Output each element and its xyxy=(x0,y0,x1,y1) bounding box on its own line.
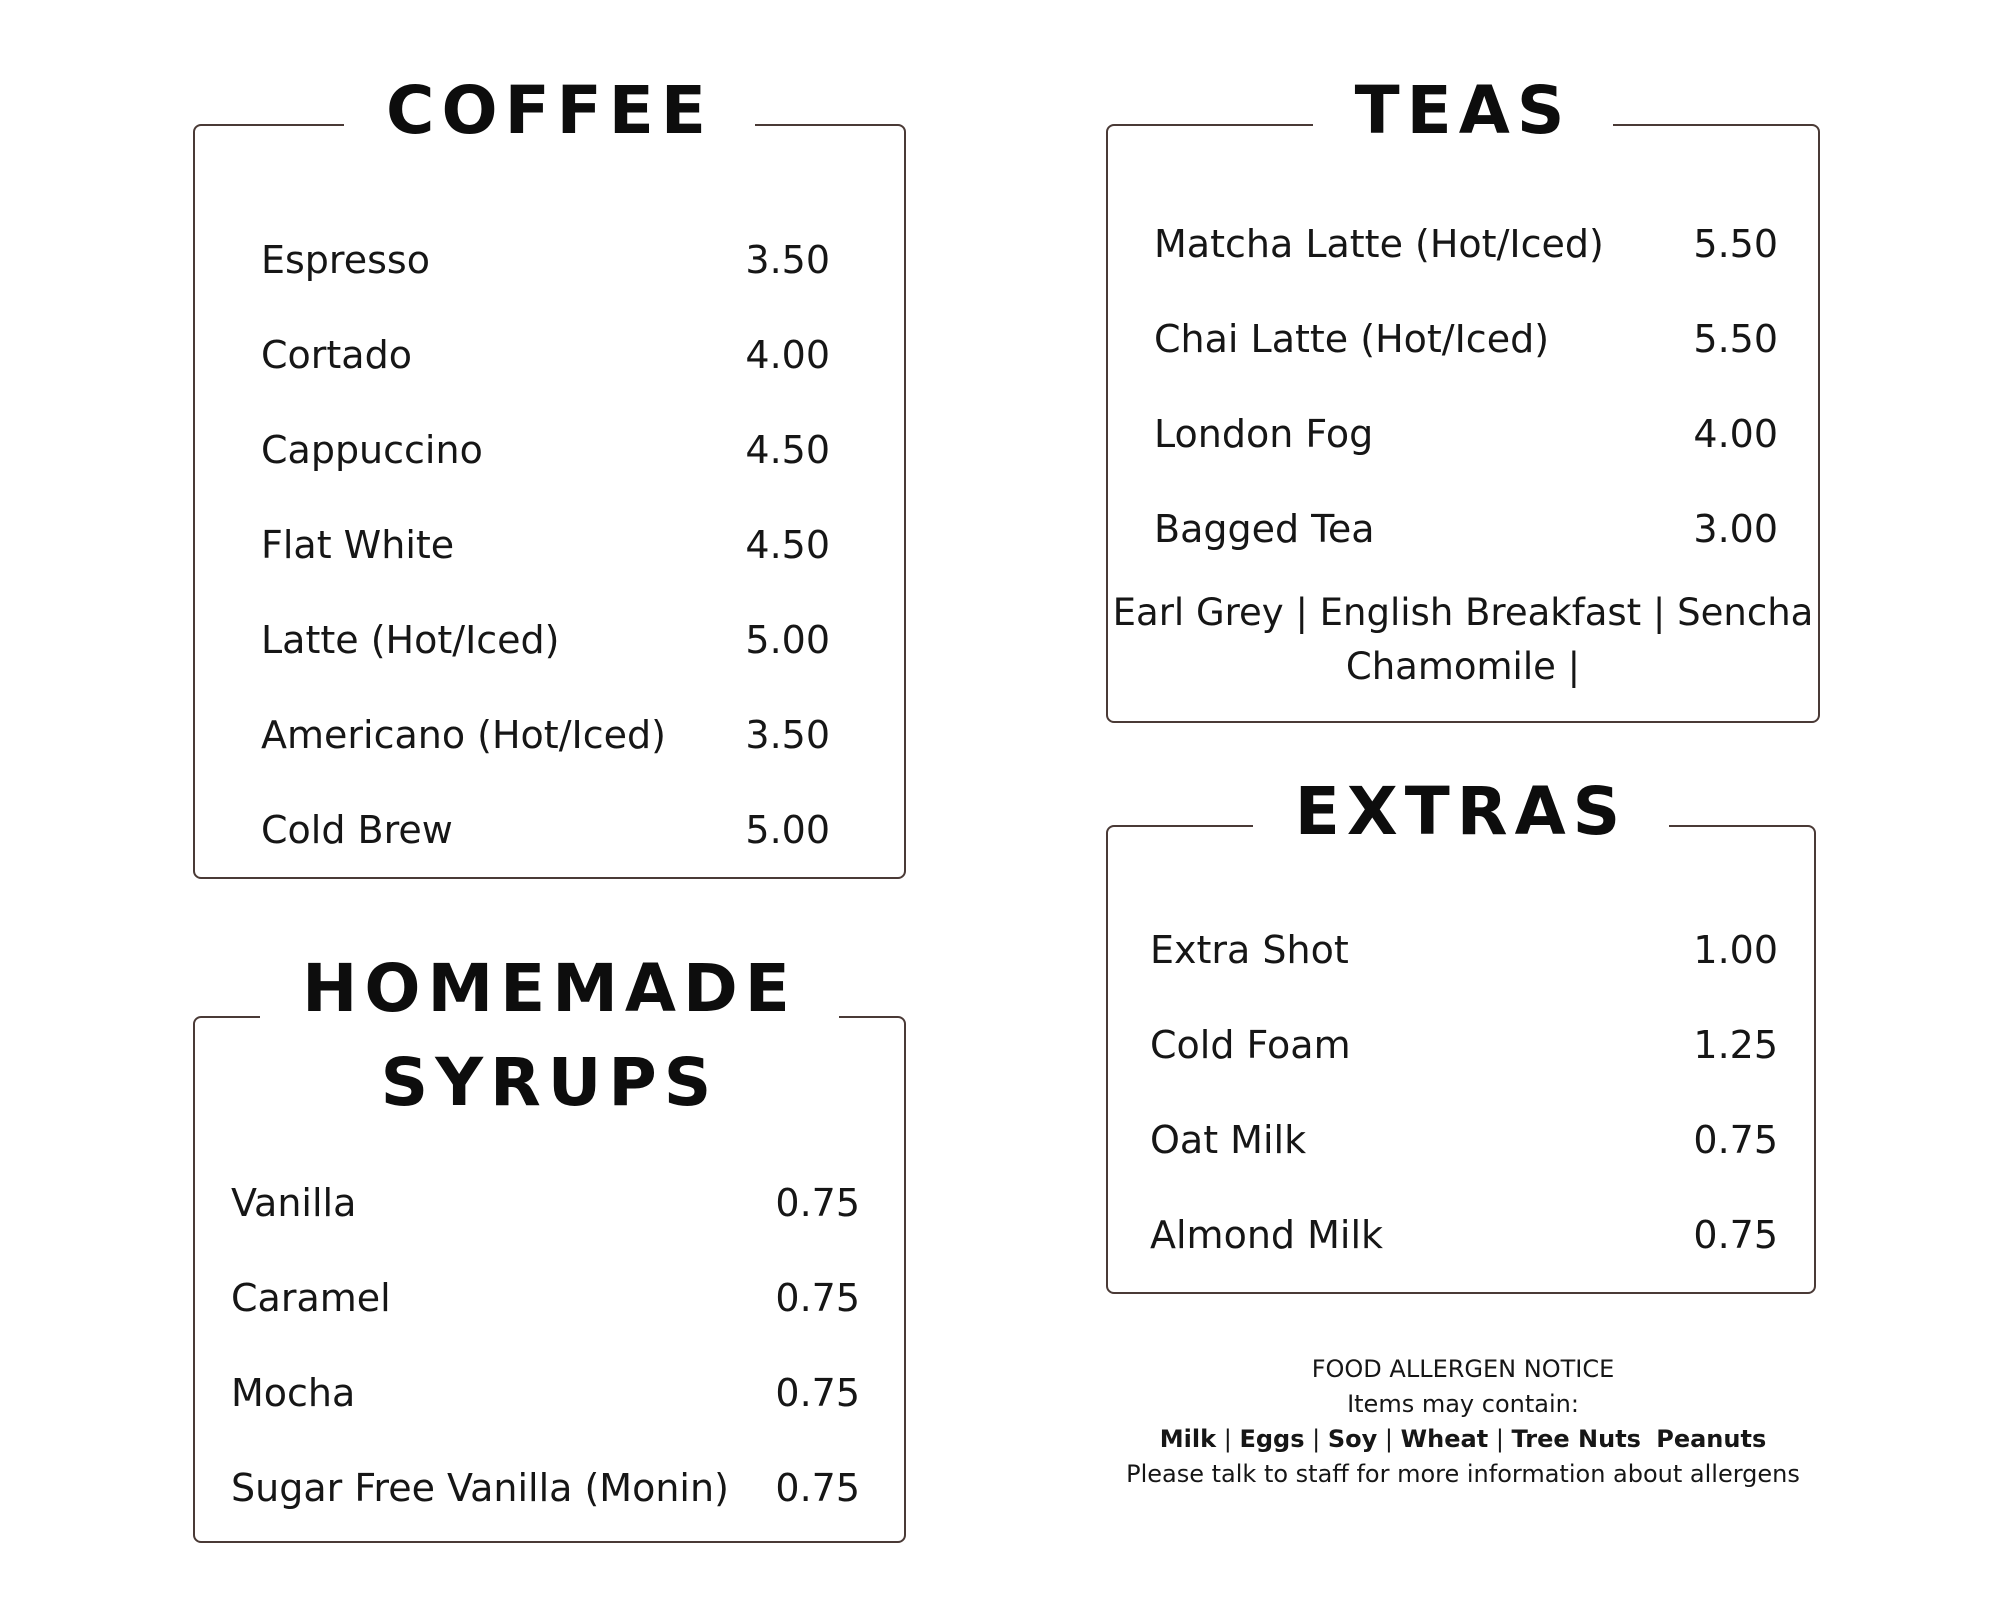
coffee-section xyxy=(193,72,906,879)
menu-item-price: 4.50 xyxy=(745,427,830,472)
menu-item-name: Cold Brew xyxy=(261,807,453,852)
menu-item xyxy=(231,1440,860,1535)
menu-item-name: Cold Foam xyxy=(1150,1022,1351,1067)
allergen-intro: Items may contain: xyxy=(1347,1390,1579,1418)
allergen-footer: Please talk to staff for more information about allergens xyxy=(1126,1460,1800,1488)
menu-item-name: London Fog xyxy=(1154,411,1374,456)
menu-item-name: Matcha Latte (Hot/Iced) xyxy=(1154,221,1604,266)
allergen-item: Tree Nuts xyxy=(1511,1425,1641,1453)
menu-item-price: 5.00 xyxy=(745,617,830,662)
allergen-separator: | xyxy=(1312,1425,1321,1453)
menu-item-price: 0.75 xyxy=(775,1465,860,1510)
menu-item-price: 3.50 xyxy=(745,712,830,757)
allergen-notice xyxy=(1106,1352,1820,1492)
menu-item xyxy=(261,307,830,402)
menu-item xyxy=(1150,997,1778,1092)
menu-item-name: Flat White xyxy=(261,522,455,567)
menu-item-name: Bagged Tea xyxy=(1154,506,1375,551)
allergen-item: Wheat xyxy=(1400,1425,1489,1453)
allergen-separator: | xyxy=(1223,1425,1232,1453)
coffee-item-list xyxy=(261,212,830,877)
menu-item xyxy=(231,1345,860,1440)
tea-varieties-line: Earl Grey | English Breakfast | Sencha xyxy=(1112,591,1814,634)
menu-item-price: 3.50 xyxy=(745,237,830,282)
coffee-title xyxy=(195,74,904,148)
syrups-title xyxy=(195,942,904,1130)
menu-item-name: Cappuccino xyxy=(261,427,483,472)
allergen-item: Peanuts xyxy=(1656,1425,1767,1453)
menu-item-price: 5.50 xyxy=(1693,316,1778,361)
menu-item xyxy=(1150,1187,1778,1282)
tea-varieties xyxy=(1108,586,1818,694)
syrups-item-list xyxy=(231,1155,860,1535)
menu-item xyxy=(1154,291,1778,386)
syrups-title-text xyxy=(260,942,839,1130)
menu-item xyxy=(1154,386,1778,481)
menu-item-price: 4.00 xyxy=(1693,411,1778,456)
extras-title-text: EXTRAS xyxy=(1253,775,1669,849)
menu-item-price: 1.00 xyxy=(1693,927,1778,972)
menu-item-price: 5.00 xyxy=(745,807,830,852)
menu-item xyxy=(1150,902,1778,997)
menu-item-name: Cortado xyxy=(261,332,412,377)
menu-item-name: Caramel xyxy=(231,1275,391,1320)
menu-item xyxy=(231,1155,860,1250)
menu-item-price: 0.75 xyxy=(775,1370,860,1415)
syrups-title-line: HOMEMADE xyxy=(302,942,797,1036)
menu-item xyxy=(261,687,830,782)
teas-title xyxy=(1108,74,1818,148)
allergen-item: Soy xyxy=(1327,1425,1378,1453)
menu-item-price: 4.50 xyxy=(745,522,830,567)
allergen-separator: | xyxy=(1384,1425,1394,1453)
menu-item-name: Extra Shot xyxy=(1150,927,1349,972)
allergen-item: Eggs xyxy=(1239,1425,1305,1453)
allergen-heading: FOOD ALLERGEN NOTICE xyxy=(1311,1355,1615,1383)
menu-item xyxy=(261,592,830,687)
menu-item-price: 0.75 xyxy=(775,1180,860,1225)
teas-item-list xyxy=(1154,196,1778,576)
menu-item xyxy=(1150,1092,1778,1187)
menu-item-name: Almond Milk xyxy=(1150,1212,1384,1257)
menu-item-name: Sugar Free Vanilla (Monin) xyxy=(231,1465,729,1510)
allergen-list xyxy=(1106,1422,1820,1457)
tea-varieties-line: Chamomile | xyxy=(1345,645,1581,688)
allergen-separator: | xyxy=(1495,1425,1504,1453)
menu-item xyxy=(231,1250,860,1345)
menu-item-price: 0.75 xyxy=(775,1275,860,1320)
menu-item-price: 0.75 xyxy=(1693,1117,1778,1162)
menu-item xyxy=(261,402,830,497)
menu-item xyxy=(1154,481,1778,576)
menu-item-price: 4.00 xyxy=(745,332,830,377)
menu-item-name: Chai Latte (Hot/Iced) xyxy=(1154,316,1550,361)
menu-item-name: Latte (Hot/Iced) xyxy=(261,617,560,662)
menu-item-name: Vanilla xyxy=(231,1180,357,1225)
menu-item xyxy=(261,212,830,307)
menu-item-name: Mocha xyxy=(231,1370,356,1415)
extras-section xyxy=(1106,773,1816,1294)
coffee-title-text: COFFEE xyxy=(344,74,755,148)
menu-item xyxy=(261,782,830,877)
menu-item-name: Americano (Hot/Iced) xyxy=(261,712,666,757)
syrups-section xyxy=(193,950,906,1543)
extras-title xyxy=(1108,775,1814,849)
menu-item-price: 0.75 xyxy=(1693,1212,1778,1257)
menu-item-price: 1.25 xyxy=(1693,1022,1778,1067)
menu-item-price: 5.50 xyxy=(1693,221,1778,266)
syrups-title-line: SYRUPS xyxy=(381,1036,719,1130)
menu-item xyxy=(261,497,830,592)
allergen-item: Milk xyxy=(1159,1425,1217,1453)
menu-item-name: Espresso xyxy=(261,237,430,282)
teas-title-text: TEAS xyxy=(1313,74,1614,148)
menu-item xyxy=(1154,196,1778,291)
teas-section xyxy=(1106,72,1820,723)
extras-item-list xyxy=(1150,902,1778,1282)
menu-item-price: 3.00 xyxy=(1693,506,1778,551)
menu-item-name: Oat Milk xyxy=(1150,1117,1307,1162)
